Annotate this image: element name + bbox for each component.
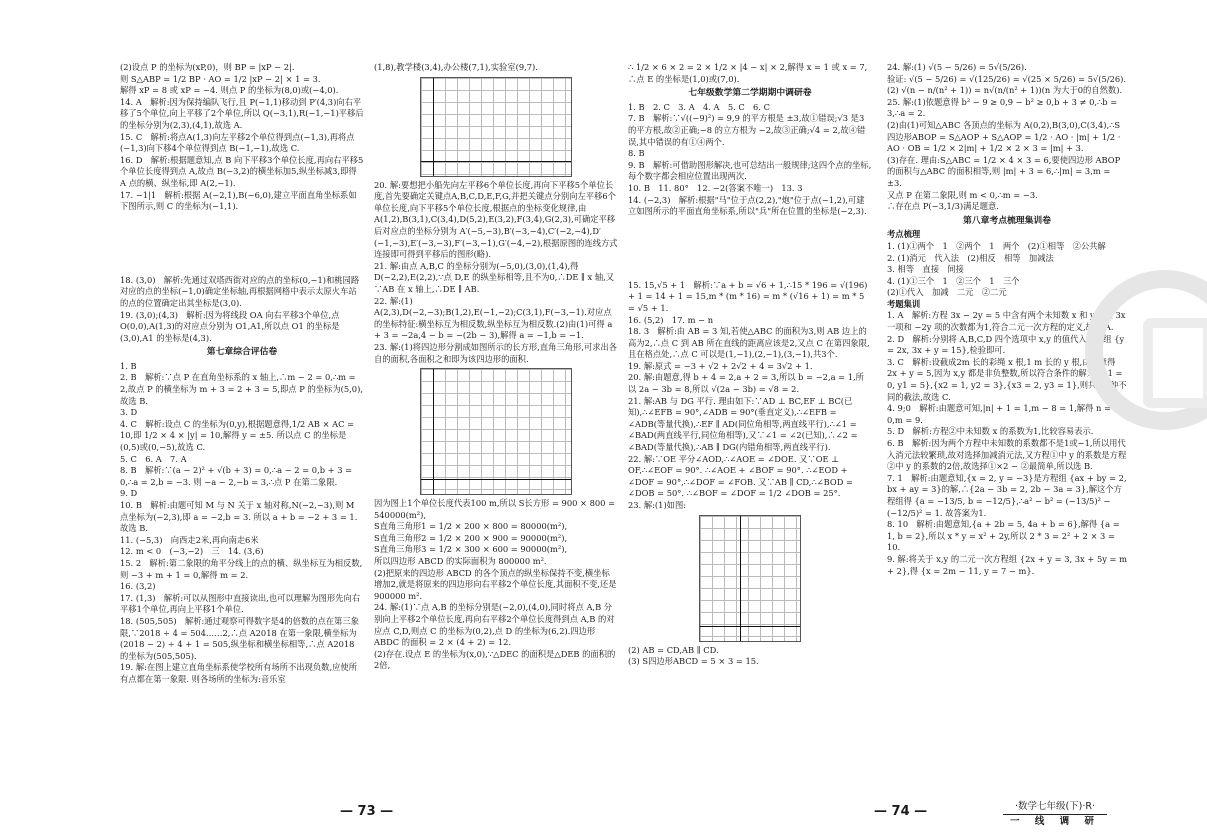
footer-brand: 一 线 调 研 [1003,814,1107,829]
column-2 [374,62,618,772]
paragraph: 因为图上1个单位长度代表100 m,所以 S长方形 = 900 × 800 = 540000(m²), [374,498,616,520]
paragraph: S直角三角形2 = 1/2 × 200 × 900 = 90000(m²), [374,532,568,543]
paragraph: 考点梳理 [887,229,921,240]
paragraph: 25. 解:(1)依题意得 b² − 9 ≥ 0,9 − b² ≥ 0,b + 3 ≠ 0,∴b = 3,∴a = 2. [887,96,1118,119]
paragraph: 3. D [120,407,138,418]
paragraph: 10. B 解析:由题可知 M 与 N 关于 x 轴对称,N(−2,−3),则 M 点坐标为(−2,3),即 a = −2,b = 3. 所以 a + b = −2 + 3 = 1. 故选 B. [120,500,358,534]
paragraph: 4. 9;0 解析:由题意可知,|n| + 1 = 1,m − 8 = 1,解得 n = 0,m = 9. [887,403,1111,425]
paragraph: (2)存在.设点 E 的坐标为(x,0),∵△DEC 的面积是△DEB 的面积的2倍, [374,648,616,671]
paragraph: S直角三角形3 = 1/2 × 300 × 600 = 90000(m²), [374,544,568,555]
footer-subject: ·数学七年级(下)·R· [1014,801,1096,812]
section-title: 第七章综合评估卷 [206,347,278,358]
paragraph: 19. (3,0);(4,3) 解析:因为将线段 OA 向右平移3个单位,点 O(0,0),A(1,3)的对应点分别为 O1,A1,所以点 O1 的坐标是(3,0),A1 的坐标是(4,3). [120,309,340,343]
paragraph: 1. B [120,360,137,371]
paragraph: 24. 解:(1)∵点 A,B 的坐标分别是(−2,0),(4,0),同时将点 A,B 分别向上平移2个单位长度,再向右平移2个单位长度得到点 A,B 的对应点 C,D,则点 C 的坐标为(0,2),点 D 的坐标为(6,2).四边形 ABDC 的面积 = 2 × (4 + 2) = 12. [374,602,615,648]
paragraph: 18. 3 解析:由 AB = 3 知,若使△ABC 的面积为3,则 AB 边上的高为2,∴点 C 到 AB 所在直线的距离应该是2,又点 C 在第四象限,且在格点处,∴点 C 可以是(1,−1),(2,−1),(3,−1),共3个. [628,326,870,360]
blank-space [628,218,872,280]
paragraph: 17. (1,3) 解析:可以从图形中直接读出,也可以理解为图形先向右平移1个单位,再向上平移1个单位. [120,592,361,615]
paragraph: ∴ 1/2 × 6 × 2 = 2 × 1/2 × |4 − x| × 2,解得 x = 1 或 x = 7, [628,62,868,72]
paragraph: 22. 解:∵OE 平分∠AOD,∴∠AOE = ∠DOE. 又∵OE ⊥ OF,∴∠EOF = 90°. ∴∠AOE + ∠BOF = 90°. ∴∠EOD + ∠DOF = 90°,∴∠DOF = ∠FOB. 又∵AB ∥ CD,∴∠BOD = ∠DOB = 50°. ∴∠BOF = ∠DOF = 1/2 ∠DOB = 25°. [628,453,853,499]
paragraph: 1. B 2. C 3. A 4. A 5. C 6. C [628,101,770,112]
paragraph: 11. (−5,3) 向西走2米,再向南走6米 [120,534,259,545]
section-title: 七年级数学第二学期期中调研卷 [688,88,812,99]
paragraph: 2. (1)消元 代入法 (2)相反 相等 加减法 [887,252,1054,263]
paragraph: 14. A 解析:因为保持编队飞行,且 P(−1,1)移动到 P′(4,3)向右平移了5个单位,向上平移了2个单位,所以 Q(−3,1),R(−1,−1)平移后的坐标分别为(2,3),(4,1),故选 A. [120,96,364,130]
paragraph: 19. 解:在图上建立直角坐标系使学校所有场所不出现负数,应使所有点都在第一象限. 则各场所的坐标为:音乐室 [120,662,357,684]
paragraph: ∴存在点 P(−3,1/3)满足题意. [887,201,999,212]
paragraph: (2)①代入 加减 二元 ②二元 [887,287,1007,298]
paragraph: 1. (1)①两个 1 ②两个 1 两个 (2)①相等 ②公共解 [887,240,1106,251]
paragraph: 19. 解:原式 = −3 + √2 + 2√2 + 4 = 3√2 + 1. [628,360,813,371]
section-title: 第八章考点梳理集训卷 [963,215,1051,226]
paragraph: (2) AB = CD,AB ∥ CD. [628,644,719,655]
paragraph: 15. 15,√5 + 1 解析:∵a + b = √6 + 1,∴15 * 196 = √(196) + 1 = 14 + 1 = 15,m * (m * 16) = m * (√16 + 1) = m * 5 = √5 + 1. [628,279,868,313]
paragraph: 7. B 解析:∵√((−9)²) = 9,9 的平方根是 ±3,故①错误;√3 是3的平方根,故②正确;−8 的立方根为 −2,故③正确;√4 = 2,故④错误,其中错误的有①④两个. [628,113,866,147]
paragraph: (2)设点 P 的坐标为(xP,0)，则 BP = |xP − 2|. [120,62,295,72]
column-3 [628,62,872,772]
paragraph: (1,8),教学楼(3,4),办公楼(7,1),实验室(9,7). [374,62,538,72]
paragraph: (2)把原来的四边形 ABCD 的各个顶点的纵坐标保持不变,横坐标增加2,就是将原来的四边形向右平移2个单位长度,其面积不变,还是 900000 m². [374,567,617,601]
paragraph: 16. (3,2) [120,581,156,592]
paragraph: 21. 解:由点 A,B,C 的坐标分别为(−5,0),(3,0),(1,4),得 D(−2,2),E(2,2),∵点 D,E 的纵坐标相等,且不为0,∴DE ∥ x 轴,又∵AB 在 x 轴上,∴DE ∥ AB. [374,260,615,294]
footer-label [1003,800,1107,829]
paragraph: 16. (5,2) 17. m − n [628,314,714,325]
paragraph: (2) √(n − n/(n² + 1)) = n√(n/(n² + 1))(n 为大于0的自然数). [887,85,1123,96]
paragraph: 则 S△ABP = 1/2 BP · AO = 1/2 |xP − 2| × 1 = 3. [120,73,321,84]
paragraph: 8. B [628,148,645,159]
paragraph: (3)存在. 理由:S△ABC = 1/2 × 4 × 3 = 6,要使四边形 ABOP 的面积与△ABC 的面积相等,则 |m| + 3 = 6,∴|m| = 3,m = ±3. [887,154,1121,188]
paragraph: 验证: √(5 − 5/26) = √(125/26) = √(25 × 5/26) = 5√(5/26). [887,73,1127,84]
paragraph: 3. C 解析:设截成2m 长的彩绳 x 根,1 m 长的 y 根,由题意得 2x + y = 5,因为 x,y 都是非负整数,所以符合条件的解为 {x1 = 0, y1 = 5},{x2 = 1, y2 = 3},{x3 = 2, y3 = 1},则共有3种不同的截法,故选 C. [887,356,1127,402]
coordinate-grid-figure [420,77,572,177]
paragraph: 22. 解:(1) A(2,3),D(−2,−3);B(1,2),E(−1,−2);C(3,1),F(−3,−1).对应点的坐标特征:横坐标互为相反数,纵坐标互为相反数.(2)由(1)可得 a + 3 = −2a,4 − b = −(2b − 3),解得 a = −1,b = −1. [374,295,613,341]
paragraph: 18. (505,505) 解析:通过观察可得数字是4的倍数的点在第三象限,∵2018 ÷ 4 = 504……2,∴点 A2018 在第一象限,横坐标为(2018 − 2) ÷ 4 + 1 = 505,纵坐标和横坐标相等,∴点 A2018 的坐标为(505,505). [120,615,359,661]
paragraph: 10. B 11. 80° 12. −2(答案不唯一) 13. 3 [628,182,803,193]
paragraph: ∴点 E 的坐标是(1,0)或(7,0). [628,73,740,84]
paragraph: 20. 解:由题意,得 b + 4 = 2,a + 2 = 3,所以 b = −2,a = 1,所以 2a − 3b = 8,所以 √(2a − 3b) = √8 = 2. [628,372,864,395]
paragraph: 7. 1 解析:由题意知,{x = 2, y = −3}是方程组 {ax + by = 2, bx + ay = 3}的解,∴{2a − 3b = 2, 2b − 3a = 3},解这个方程组得 {a = −13/5, b = −12/5},∴a² − b² = (−13/5)² − (−12/5)² = 1. 故答案为1. [887,472,1127,518]
paragraph: 解得 xP = 8 或 xP = −4. 则点 P 的坐标为(8,0)或(−4,0). [120,85,339,96]
parallelogram-grid-figure [699,515,801,642]
paragraph: 8. B 解析:∵(a − 2)² + √(b + 3) = 0,∴a − 2 = 0,b + 3 = 0,∴a = 2,b = −3. 则 −a − 2,−b = 3,∴点 P 在第二象限. [120,465,353,487]
figure-space [120,213,364,275]
paragraph: 5. D 解析:方程②中未知数 x 的系数为1,比较容易表示. [887,426,1094,437]
paragraph: (2)由(1)可知△ABC 各顶点的坐标为 A(0,2),B(3,0),C(3,4),∴S四边形ABOP = S△AOP + S△AOP = 1/2 · AO · |m| + 1/2 · AO · OB = 1/2 × 2|m| + 1/2 × 2 × 3 = |m| + 3. [887,119,1121,154]
paragraph: 12. m < 0 (−3,−2) 三 14. (3,6) [120,546,264,557]
paragraph: 5. C 6. A 7. A [120,453,187,464]
paragraph: 4. C 解析:设点 C 的坐标为(0,y),根据题意得,1/2 AB × AC = 10,即 1/2 × 4 × |y| = 10,解得 y = ±5. 所以点 C 的坐标是(0,5)或(0,−5),故选 C. [120,418,355,453]
paragraph: 1. A 解析:方程 3x − 2y = 5 中含有两个未知数 x 和 y,并且 3x 一项和 −2y 项的次数都为1,符合二元一次方程的定义,故选 A. [887,310,1126,333]
paragraph: 16. D 解析:根据题意知,点 B 向下平移3个单位长度,再向右平移5个单位长度得到点 A,故点 B(−3,2)的横坐标加5,纵坐标减3,即得 A 点的横、纵坐标,即 A(2,−1). [120,154,364,188]
paragraph: 4. (1)①三个 1 ②三个 1 三个 [887,275,1020,286]
paragraph: 9. D [120,488,138,499]
paragraph: 2. D 解析:分别将 A,B,C,D 四个选项中 x,y 的值代入方程组 {y = 2x, 3x + y = 15},检验即可. [887,333,1125,356]
paragraph: 3. 相等 直接 间接 [887,264,964,275]
paragraph: 所以四边形 ABCD 的实际面积为 800000 m². [374,556,547,567]
paragraph: 考题集训 [887,298,921,309]
paragraph: 又点 P 在第二象限,则 m < 0,∴m = −3. [887,189,1038,200]
page-number-right: — 74 — [874,804,928,819]
paragraph: 2. B 解析:∵点 P 在直角坐标系的 x 轴上,∴m − 2 = 0,∴m = 2,故点 P 的横坐标为 m + 3 = 2 + 3 = 5,即点 P 的坐标为(5,0),故选 B. [120,372,363,406]
paragraph: 21. 解:AB 与 DG 平行. 理由如下:∵AD ⊥ BC,EF ⊥ BC(已知),∴∠EFB = 90°,∠ADB = 90°(垂直定义),∴∠EFB = ∠ADB(等量代换),∴EF ∥ AD(同位角相等,两直线平行),∴∠1 = ∠BAD(两直线平行,同位角相等),又∵∠1 = ∠2(已知),∴∠2 = ∠BAD(等量代换),∴AB ∥ DG(内错角相等,两直线平行). [628,395,858,453]
column-4 [887,62,1127,772]
paragraph: 9. 解:将关于 x,y 的二元一次方程组 {2x + y = 3, 3x + 5y = m + 2},得 {x = 2m − 11, y = 7 − m}. [887,553,1127,576]
quadrilateral-grid-figure [420,368,572,495]
paragraph: S直角三角形1 = 1/2 × 200 × 800 = 80000(m²), [374,521,568,532]
paragraph: 9. B 解析:可借助图形解决,也可总结出一般规律;这四个点的坐标,每个数字都会相应位置出现两次. [628,159,872,182]
paragraph: 20. 解:要想把小船先向左平移6个单位长度,再向下平移5个单位长度,首先要确定关键点A,B,C,D,E,F,G,并把关键点分别向左平移6个单位长度,向下平移5个单位长度,根据点的坐标变化规律,由 A(1,2),B(3,1),C(3,4),D(5,2),E(3,2),F(3,4),G(2,3),可确定平移后对应点的坐标分别为 A′(−5,−3),B′(−3,−4),C′(−2,−4),D′(−1,−3),E′(−3,−3),F′(−3,−1),G′(−4,−2),根据原图的连线方式连接即可得到平移后的图形(略). [374,179,618,260]
paragraph: 23. 解:(1)如图: [628,500,687,510]
paragraph: 8. 10 解析:由题意知,{a + 2b = 5, 4a + b = 6},解得 {a = 1, b = 2},所以 x * y = x² + 2y,所以 2 * 3 = 2² + 2 × 3 = 10. [887,519,1120,553]
paragraph: 18. (3,0) 解析:先通过双塔西街对应的点的坐标(0,−1)和桃园路对应的点的坐标(−1,0)确定坐标轴,再根据网格中表示太原火车站的点的位置确定出其坐标是(3,0). [120,274,360,308]
paragraph: 23. 解:(1)将四边形分割成如图所示的长方形,直角三角形,可求出各自的面积,各面积之和即为该四边形的面积. [374,341,618,364]
paragraph: 24. 解:(1) √(5 − 5/26) = 5√(5/26). [887,62,1027,72]
paragraph: (3) S四边形ABCD = 5 × 3 = 15. [628,656,759,667]
paragraph: 17. −1|1 解析:根据 A(−2,1),B(−6,0),建立平面直角坐标系如下图所示,则 C 的坐标为(−1,1). [120,189,357,212]
paragraph: 15. 2 解析:第二象限的角平分线上的点的横、纵坐标互为相反数,则 −3 + m + 1 = 0,解得 m = 2. [120,557,363,580]
paragraph: 15. C 解析:将点A(1,3)向左平移2个单位得到点(−1,3),再将点(−1,3)向下移4个单位得到点 B(−1,−1),故选 C. [120,131,355,154]
paragraph: 6. B 解析:因为两个方程中未知数的系数都不是1或−1,所以用代入消元法较繁琐,故对选择加减消元法,又方程①中 y 的系数是方程②中 y 的系数的2倍,故选择①×2 − ②最简单,所以选 B. [887,438,1127,472]
page-number-left: — 73 — [340,804,394,819]
paragraph: 14. (−2,3) 解析:根据"马"位于点(2,2),"炮"位于点(−1,2),可建立如图所示的平面直角坐标系,所以"兵"所在位置的坐标是(−2,3). [628,194,867,217]
column-1 [120,62,364,772]
